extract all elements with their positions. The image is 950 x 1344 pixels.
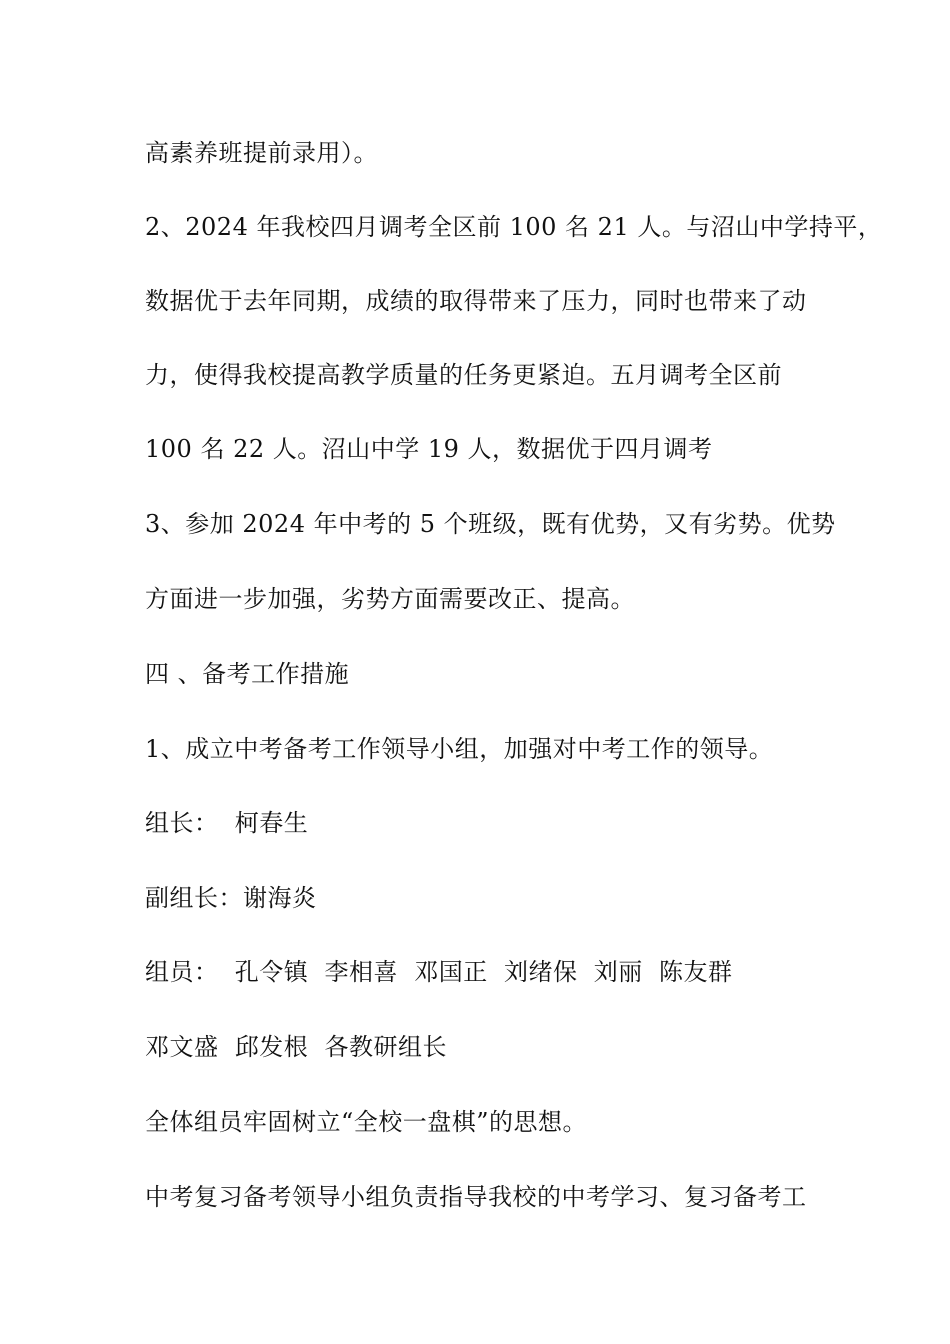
text-line: 2、2024 年我校四月调考全区前 100 名 21 人。与沼山中学持平， (145, 213, 883, 241)
text-line: 组长： 柯春生 (145, 809, 309, 837)
text-line: 方面进一步加强，劣势方面需要改正、提高。 (145, 585, 635, 613)
text-line: 力，使得我校提高教学质量的任务更紧迫。五月调考全区前 (145, 361, 782, 389)
text-line: 中考复习备考领导小组负责指导我校的中考学习、复习备考工 (145, 1183, 807, 1211)
section-heading: 四 、备考工作措施 (145, 660, 350, 688)
text-line: 副组长：谢海炎 (145, 884, 317, 912)
text-line: 全体组员牢固树立“全校一盘棋”的思想。 (145, 1108, 588, 1136)
text-line: 高素养班提前录用）。 (145, 139, 378, 167)
text-line: 邓文盛 邱发根 各教研组长 (145, 1033, 448, 1061)
text-line: 组员： 孔令镇 李相喜 邓国正 刘绪保 刘丽 陈友群 (145, 958, 733, 986)
text-line: 1、成立中考备考工作领导小组，加强对中考工作的领导。 (145, 735, 774, 763)
text-line: 100 名 22 人。沼山中学 19 人，数据优于四月调考 (145, 435, 713, 463)
text-line: 数据优于去年同期，成绩的取得带来了压力，同时也带来了动 (145, 287, 807, 315)
text-line: 3、参加 2024 年中考的 5 个班级，既有优势，又有劣势。优势 (145, 510, 836, 538)
